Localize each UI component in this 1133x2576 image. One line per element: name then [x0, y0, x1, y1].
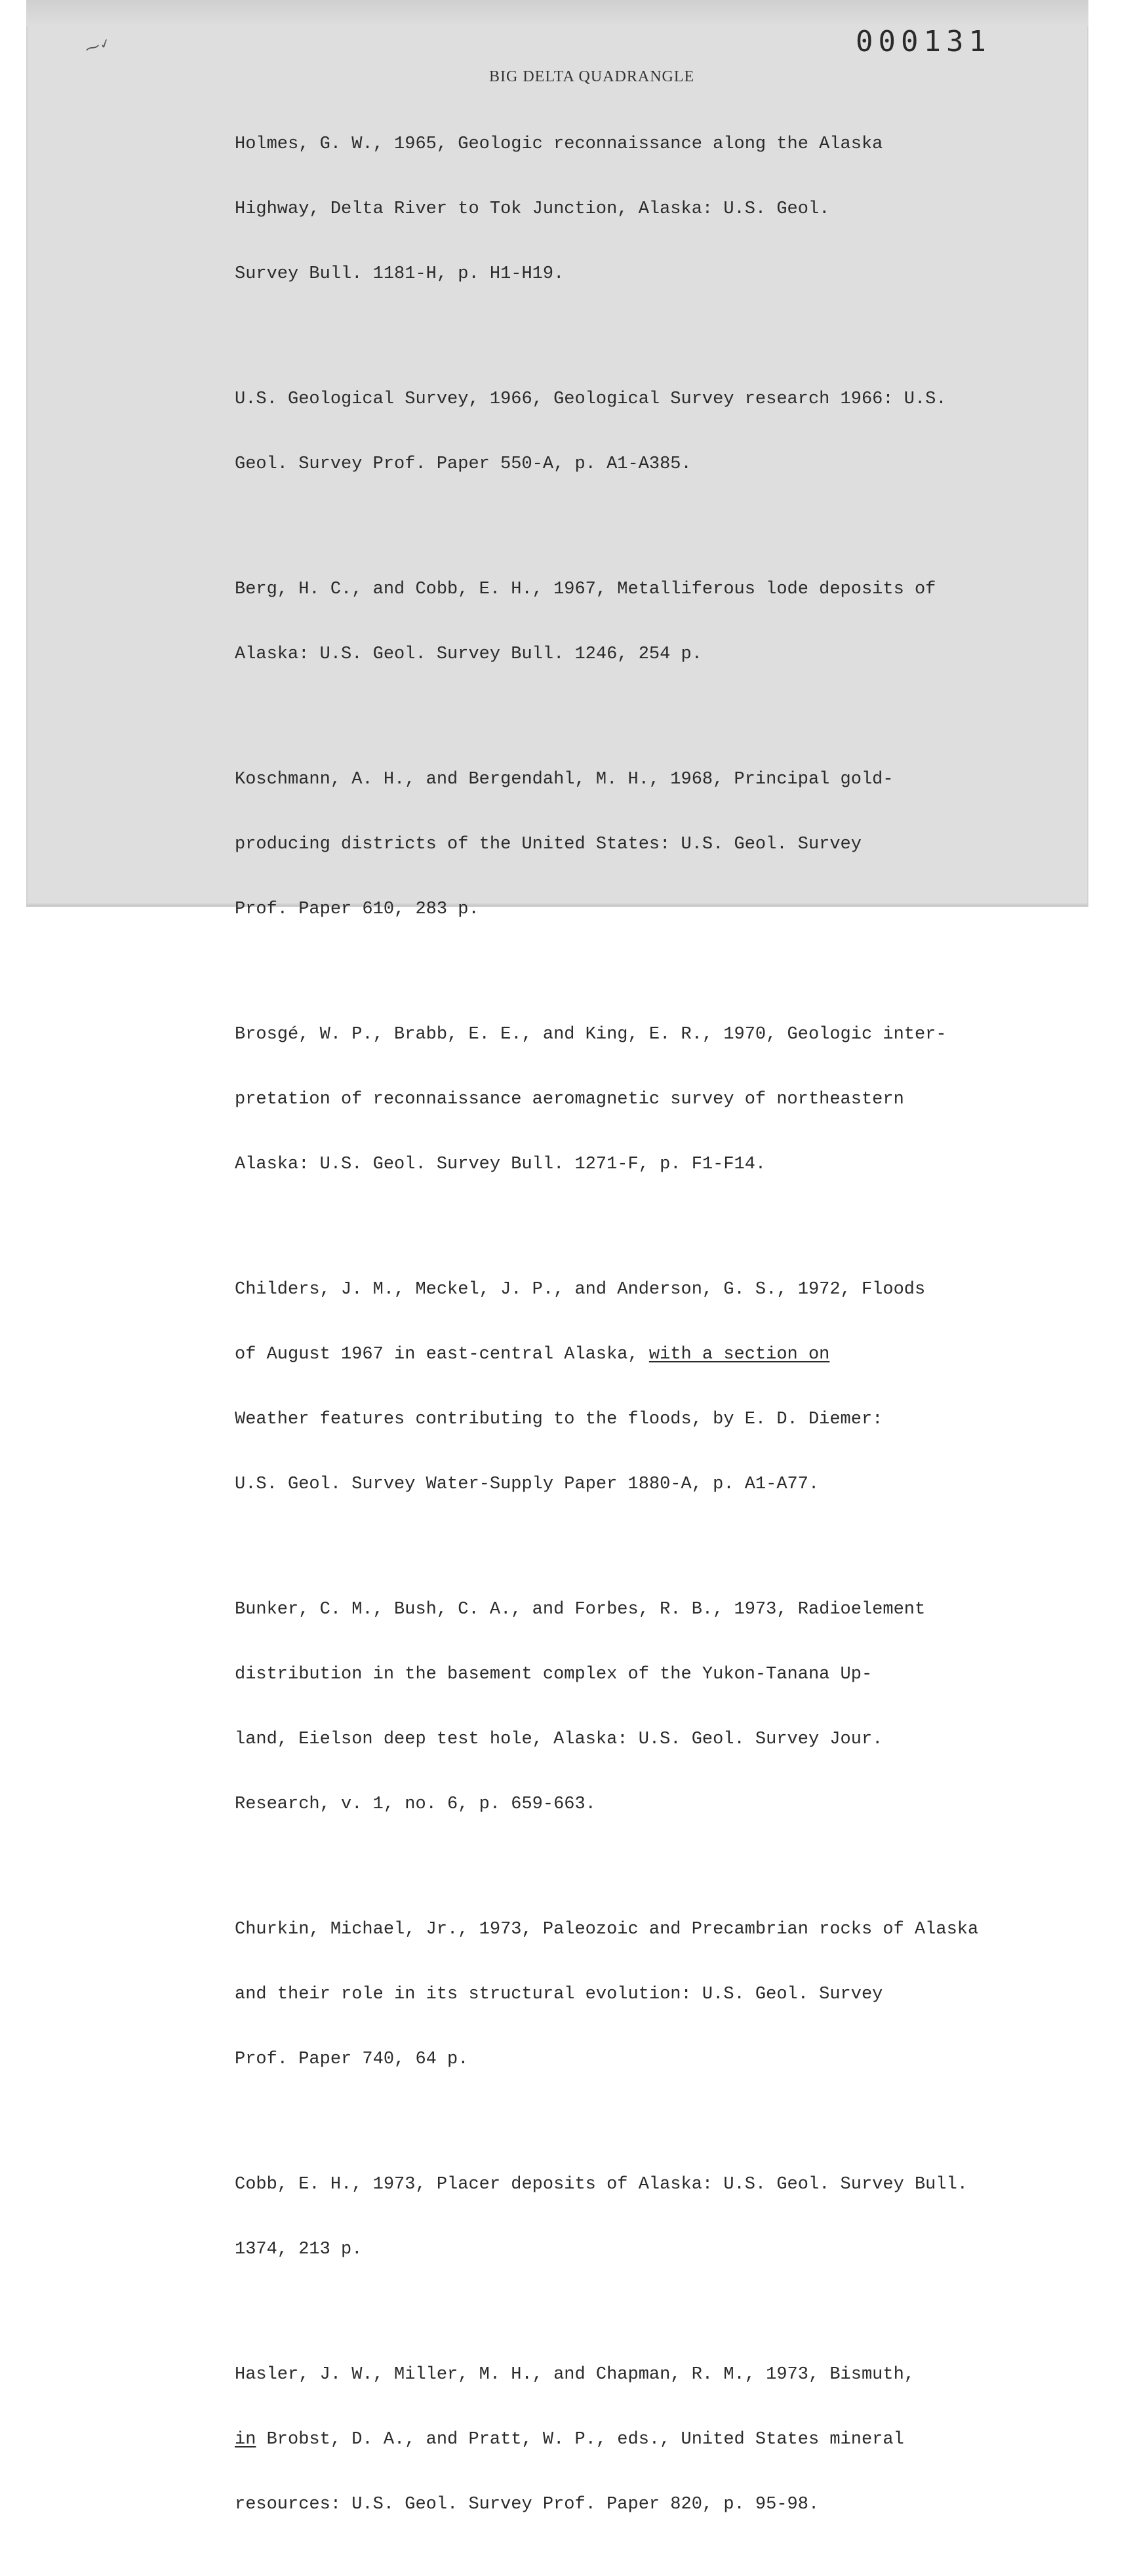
reference-line: Survey Bull. 1181-H, p. H1-H19.: [235, 264, 565, 284]
reference-list: [235, 90, 1041, 2576]
reference-line: Prof. Paper 610, 283 p.: [235, 900, 479, 919]
reference-line-text: of August 1967 in east-central Alaska,: [235, 1345, 649, 1364]
reference-line: Koschmann, A. H., and Bergendahl, M. H., 1968, Principal gold-: [235, 770, 894, 789]
reference-line: Holmes, G. W., 1965, Geologic reconnaissance along the Alaska: [235, 134, 883, 154]
reference-line: [235, 1344, 1041, 1366]
quadrangle-heading: BIG DELTA QUADRANGLE: [489, 68, 695, 85]
reference-item: [235, 346, 1041, 519]
reference-line: Geol. Survey Prof. Paper 550-A, p. A1-A385.: [235, 454, 692, 474]
reference-item: [235, 90, 1041, 328]
pencil-mark-icon: ⁓✓: [83, 35, 113, 59]
reference-line: Cobb, E. H., 1973, Placer deposits of Alaska: U.S. Geol. Survey Bull.: [235, 2175, 968, 2194]
reference-line: resources: U.S. Geol. Survey Prof. Paper 820, p. 95-98.: [235, 2495, 820, 2514]
reference-line: Weather features contributing to the floods, by E. D. Diemer:: [235, 1410, 883, 1429]
reference-item: [235, 2321, 1041, 2559]
reference-item: [235, 1236, 1041, 1539]
reference-line: and their role in its structural evolution: U.S. Geol. Survey: [235, 1985, 883, 2004]
reference-item: [235, 1876, 1041, 2114]
reference-item: [235, 2131, 1041, 2304]
underlined-phrase: with a section on: [648, 1345, 830, 1364]
reference-line: Research, v. 1, no. 6, p. 659-663.: [235, 1794, 596, 1814]
catalog-card: [26, 0, 1088, 2514]
reference-line: Highway, Delta River to Tok Junction, Alaska: U.S. Geol.: [235, 199, 830, 219]
reference-line: Alaska: U.S. Geol. Survey Bull. 1271-F, p. F1-F14.: [235, 1155, 766, 1174]
reference-line: Bunker, C. M., Bush, C. A., and Forbes, R. B., 1973, Radioelement: [235, 1600, 926, 1619]
reference-line: land, Eielson deep test hole, Alaska: U.S. Geol. Survey Jour.: [235, 1730, 883, 1749]
reference-line: Alaska: U.S. Geol. Survey Bull. 1246, 254 p.: [235, 644, 702, 664]
reference-item: [235, 1556, 1041, 1859]
reference-line: producing districts of the United States: U.S. Geol. Survey: [235, 835, 862, 854]
reference-line: distribution in the basement complex of the Yukon-Tanana Up-: [235, 1665, 873, 1684]
reference-line: [235, 2429, 1041, 2451]
reference-line: Churkin, Michael, Jr., 1973, Paleozoic and Precambrian rocks of Alaska: [235, 1920, 979, 1939]
underlined-phrase: in: [235, 2430, 256, 2449]
reference-line: 1374, 213 p.: [235, 2240, 363, 2259]
reference-line: Prof. Paper 740, 64 p.: [235, 2050, 469, 2069]
reference-line: Childers, J. M., Meckel, J. P., and Anderson, G. S., 1972, Floods: [235, 1280, 926, 1299]
reference-item: [235, 981, 1041, 1219]
reference-item: [235, 726, 1041, 964]
card-top-band: [26, 0, 1088, 26]
reference-line: pretation of reconnaissance aeromagnetic survey of northeastern: [235, 1090, 904, 1109]
reference-item: [235, 536, 1041, 709]
reference-line: Hasler, J. W., Miller, M. H., and Chapman, R. M., 1973, Bismuth,: [235, 2365, 915, 2385]
card-number: 000131: [856, 25, 991, 58]
reference-line: U.S. Geological Survey, 1966, Geological Survey research 1966: U.S.: [235, 389, 947, 409]
reference-line: U.S. Geol. Survey Water-Supply Paper 1880-A, p. A1-A77.: [235, 1475, 820, 1494]
reference-line-text: Brobst, D. A., and Pratt, W. P., eds., United States mineral: [256, 2430, 904, 2449]
reference-line: Berg, H. C., and Cobb, E. H., 1967, Metalliferous lode deposits of: [235, 580, 936, 599]
reference-line: Brosgé, W. P., Brabb, E. E., and King, E. R., 1970, Geologic inter-: [235, 1025, 947, 1044]
